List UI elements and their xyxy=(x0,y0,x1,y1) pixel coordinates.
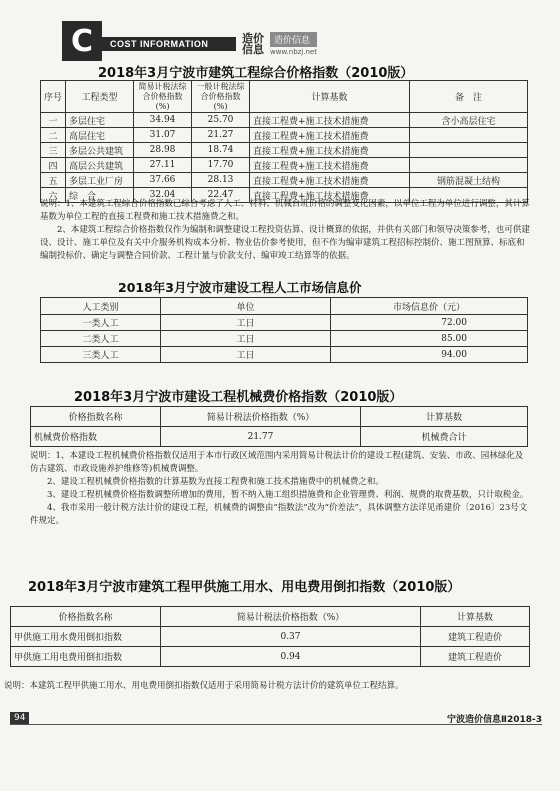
header-cell: 简易计税法价格指数（%） xyxy=(161,607,421,627)
table-cell xyxy=(410,158,528,173)
table-cell: 一 xyxy=(41,113,66,128)
table-cell: 含小高层住宅 xyxy=(410,113,528,128)
header-cell: 备 注 xyxy=(410,81,528,113)
table-row xyxy=(41,113,528,128)
table-cell: 甲供施工用电费用倒扣指数 xyxy=(11,647,161,667)
header-cell: 计算基数 xyxy=(250,81,410,113)
table-cell: 四 xyxy=(41,158,66,173)
section1-title: 2018年3月宁波市建筑工程综合价格指数（2010版） xyxy=(98,66,414,81)
table-cell: 多层工业厂房 xyxy=(66,173,134,188)
table-cell: 高层公共建筑 xyxy=(66,158,134,173)
publication-issue: 宁波造价信息Ⅱ2018-3 xyxy=(447,715,542,725)
table-row xyxy=(41,347,528,363)
table-cell: 建筑工程造价 xyxy=(421,627,530,647)
table-cell: 22.47 xyxy=(192,188,250,203)
table-cell: 94.00 xyxy=(331,347,528,363)
header-cell: 计算基数 xyxy=(421,607,530,627)
table-cell: 32.04 xyxy=(134,188,192,203)
table-cell: 17.70 xyxy=(192,158,250,173)
table-cell: 工日 xyxy=(161,331,331,347)
footer-rule xyxy=(10,724,542,725)
table-cell: 工日 xyxy=(161,347,331,363)
table-cell: 27.11 xyxy=(134,158,192,173)
header-cell: 计算基数 xyxy=(361,407,528,427)
header-cell: 市场信息价（元） xyxy=(331,298,528,315)
masthead-title-line2: 信息 xyxy=(242,43,264,56)
header-cell: 工程类型 xyxy=(66,81,134,113)
labor-market-price-table xyxy=(40,297,528,363)
table-row xyxy=(41,128,528,143)
table-cell: 34.94 xyxy=(134,113,192,128)
header-cell: 序号 xyxy=(41,81,66,113)
table-cell: 直接工程费+施工技术措施费 xyxy=(250,158,410,173)
table-row xyxy=(41,331,528,347)
table-cell: 多层公共建筑 xyxy=(66,143,134,158)
table-cell: 直接工程费+施工技术措施费 xyxy=(250,128,410,143)
table-cell: 六 xyxy=(41,188,66,203)
masthead-title-line1: 造价 xyxy=(242,32,264,45)
table-cell: 机械费价格指数 xyxy=(31,427,161,447)
header-cell: 价格指数名称 xyxy=(31,407,161,427)
section4-title: 2018年3月宁波市建筑工程甲供施工用水、用电费用倒扣指数（2010版） xyxy=(28,580,461,595)
section2-title: 2018年3月宁波市建设工程人工市场信息价 xyxy=(118,280,362,295)
water-electricity-deduction-index-table xyxy=(10,606,530,667)
masthead-subtitle xyxy=(270,32,317,56)
page-number: 94 xyxy=(10,712,29,724)
table-cell: 85.00 xyxy=(331,331,528,347)
table-row xyxy=(41,158,528,173)
masthead-title xyxy=(242,33,264,55)
table-cell: 三类人工 xyxy=(41,347,161,363)
logo-icon: C xyxy=(62,21,102,61)
note: 3、建设工程机械费价格指数调整所增加的费用，暂不纳入施工组织措施费和企业管理费、利润、规费的取费基数，只计取税金。 xyxy=(47,490,529,500)
section3-notes xyxy=(30,450,530,528)
table-cell: 31.07 xyxy=(134,128,192,143)
table-cell: 建筑工程造价 xyxy=(421,647,530,667)
table-cell: 直接工程费+施工技术措施费 xyxy=(250,143,410,158)
table-cell: 二类人工 xyxy=(41,331,161,347)
note: 4、我市采用一般计税方法计价的建设工程，机械费的调整由“指数法”改为“价差法”，具体调整方法详见甬建价〔2016〕23号文件规定。 xyxy=(30,503,528,526)
cost-information-bar: COST INFORMATION xyxy=(102,37,236,51)
table-cell: 28.98 xyxy=(134,143,192,158)
table-cell: 28.13 xyxy=(192,173,250,188)
note: 2、建设工程机械费价格指数的计算基数为直接工程费和施工技术措施费中的机械费之和。 xyxy=(47,477,384,487)
table-cell: 三 xyxy=(41,143,66,158)
note: 说明：1、本建筑工程综合价格指数已综合考虑了人工、材料、机械台班价格的调整变化因素，以单位工程为单位进行调整，其计算基数为单位工程的直接工程费和施工技术措施费之和。 xyxy=(40,199,530,222)
table-cell: 72.00 xyxy=(331,315,528,331)
section4-note: 说明：本建筑工程甲供施工用水、用电费用倒扣指数仅适用于采用简易计税方法计价的建筑单位工程结算。 xyxy=(4,681,404,691)
table-cell: 钢筋混凝土结构 xyxy=(410,173,528,188)
table-cell xyxy=(410,128,528,143)
table-cell: 21.77 xyxy=(161,427,361,447)
table-row xyxy=(41,143,528,158)
table-row xyxy=(11,627,530,647)
table-cell: 综 合 xyxy=(66,188,134,203)
section3-title: 2018年3月宁波市建设工程机械费价格指数（2010版） xyxy=(74,390,403,405)
composite-price-index-table xyxy=(40,80,528,203)
table-cell: 五 xyxy=(41,173,66,188)
section1-notes xyxy=(40,198,530,263)
table-cell: 21.27 xyxy=(192,128,250,143)
table-row xyxy=(41,173,528,188)
table-cell: 多层住宅 xyxy=(66,113,134,128)
masthead-subtitle-text: 造价信息 xyxy=(270,32,317,47)
table-cell: 25.70 xyxy=(192,113,250,128)
table-cell xyxy=(410,143,528,158)
table-row xyxy=(11,647,530,667)
table-cell: 37.66 xyxy=(134,173,192,188)
table-cell: 直接工程费+施工技术措施费 xyxy=(250,113,410,128)
header-cell: 单位 xyxy=(161,298,331,315)
table-cell: 工日 xyxy=(161,315,331,331)
masthead-url: www.nbzj.net xyxy=(270,48,317,56)
table-cell: 高层住宅 xyxy=(66,128,134,143)
table-row xyxy=(31,427,528,447)
header-cell: 人工类别 xyxy=(41,298,161,315)
table-cell: 18.74 xyxy=(192,143,250,158)
header-cell: 简易计税法价格指数（%） xyxy=(161,407,361,427)
note: 说明：1、本建设工程机械费价格指数仅适用于本市行政区域范围内采用简易计税法计价的建设工程(建筑、安装、市政、园林绿化及仿古建筑、市政设施养护维修等)机械费调整。 xyxy=(30,451,524,474)
table-cell: 0.94 xyxy=(161,647,421,667)
header-cell: 简易计税法综合价格指数(%) xyxy=(134,81,192,113)
header-cell: 价格指数名称 xyxy=(11,607,161,627)
table-cell: 直接工程费+施工技术措施费 xyxy=(250,188,410,203)
table-cell: 一类人工 xyxy=(41,315,161,331)
header-cell: 一般计税法综合价格指数(%) xyxy=(192,81,250,113)
table-cell: 直接工程费+施工技术措施费 xyxy=(250,173,410,188)
table-row xyxy=(41,315,528,331)
machinery-price-index-table xyxy=(30,406,528,447)
masthead xyxy=(62,23,332,59)
table-cell: 甲供施工用水费用倒扣指数 xyxy=(11,627,161,647)
table-cell: 机械费合计 xyxy=(361,427,528,447)
note: 2、本建筑工程综合价格指数仅作为编制和调整建设工程投资估算、设计概算的依据，并供有关部门和领导决策参考，也可供建设、设计、施工单位及有关中介服务机构成本分析、物业估价参考使用，但不作为编审建筑工程招标控制价、施工图预算、标底和编制投标价、确定与调整合同价款、工程计量与价款支付、编审竣工结算等的依据。 xyxy=(40,225,530,261)
table-cell: 二 xyxy=(41,128,66,143)
table-cell: 0.37 xyxy=(161,627,421,647)
